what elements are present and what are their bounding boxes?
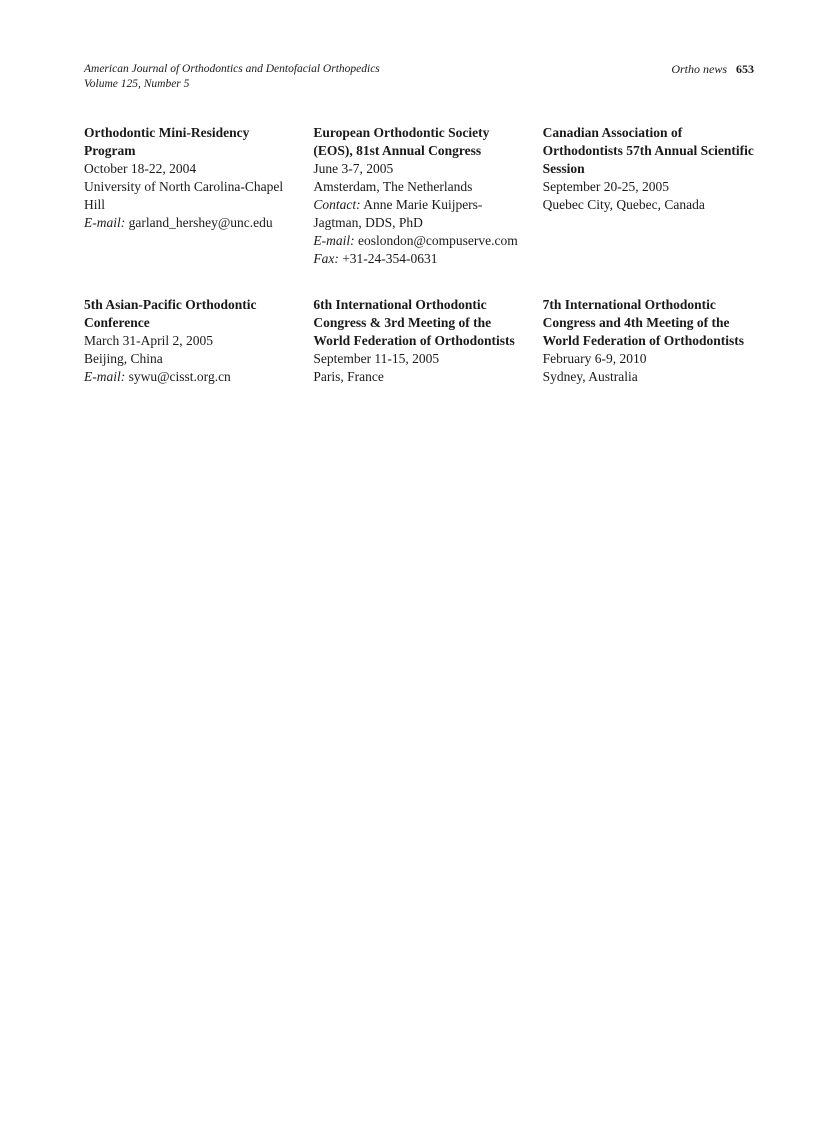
event-entry: [84, 124, 295, 274]
event-entry: [543, 296, 754, 386]
event-field-value: Paris, France: [313, 369, 384, 384]
event-field-value: Anne Marie Kuijpers-Jagtman, DDS, PhD: [313, 197, 483, 230]
event-field-value: University of North Carolina-Chapel Hill: [84, 179, 284, 212]
event-line: [313, 178, 524, 196]
event-entry: [313, 296, 524, 386]
event-title: Orthodontic Mini-Residency Program: [84, 125, 250, 158]
events-columns: [84, 124, 754, 386]
event-field-label: E-mail:: [313, 233, 355, 248]
event-line: [84, 214, 295, 232]
event-line: [84, 160, 295, 178]
event-field-value: February 6-9, 2010: [542, 351, 647, 366]
event-field-value: +31-24-354-0631: [342, 251, 438, 266]
issue-info: Volume 125, Number 5: [84, 77, 190, 90]
event-field-value: Quebec City, Quebec, Canada: [542, 197, 705, 212]
event-line: [313, 232, 524, 250]
events-column: [84, 124, 295, 386]
running-head: [671, 62, 754, 77]
event-title: 5th Asian-Pacific Orthodontic Conference: [84, 297, 257, 330]
event-line: [84, 178, 295, 214]
event-line: [313, 160, 524, 178]
event-line: [543, 178, 754, 196]
section-name: Ortho news: [671, 62, 727, 76]
event-field-value: June 3-7, 2005: [313, 161, 394, 176]
event-field-value: March 31-April 2, 2005: [84, 333, 213, 348]
event-line: [543, 350, 754, 368]
event-field-label: E-mail:: [84, 369, 126, 384]
event-line: [84, 350, 295, 368]
events-column: [543, 124, 754, 386]
event-title: European Orthodontic Society (EOS), 81st Annual Congress: [313, 125, 490, 158]
event-field-value: Beijing, China: [84, 351, 163, 366]
event-title: 7th International Orthodontic Congress and 4th Meeting of the World Federation of Orthodontists: [542, 297, 745, 348]
journal-title: American Journal of Orthodontics and Dentofacial Orthopedics: [84, 63, 380, 75]
event-line: [543, 368, 754, 386]
page-header: [84, 62, 754, 91]
event-line: [84, 332, 295, 350]
event-entry: [313, 124, 524, 274]
events-column: [313, 124, 524, 386]
event-line: [84, 368, 295, 386]
event-entry: [84, 296, 295, 386]
event-title: 6th International Orthodontic Congress & 3rd Meeting of the World Federation of Orthodontists: [313, 297, 515, 348]
event-field-value: September 11-15, 2005: [313, 351, 440, 366]
event-entry: [543, 124, 754, 274]
event-field-value: Sydney, Australia: [542, 369, 638, 384]
event-line: [313, 350, 524, 368]
page-number: 653: [736, 62, 754, 76]
event-field-value: September 20-25, 2005: [542, 179, 670, 194]
journal-info: [84, 62, 380, 91]
event-field-label: E-mail:: [84, 215, 126, 230]
event-field-value: Amsterdam, The Netherlands: [313, 179, 473, 194]
event-field-label: Contact:: [313, 197, 361, 212]
event-line: [543, 196, 754, 214]
event-title: Canadian Association of Orthodontists 57th Annual Scientific Session: [542, 125, 754, 176]
event-line: [313, 368, 524, 386]
event-field-value: garland_hershey@unc.edu: [128, 215, 273, 230]
event-field-label: Fax:: [313, 251, 339, 266]
event-field-value: sywu@cisst.org.cn: [128, 369, 231, 384]
event-field-value: eoslondon@compuserve.com: [357, 233, 518, 248]
event-field-value: October 18-22, 2004: [84, 161, 197, 176]
event-line: [313, 196, 524, 232]
event-line: [313, 250, 524, 268]
